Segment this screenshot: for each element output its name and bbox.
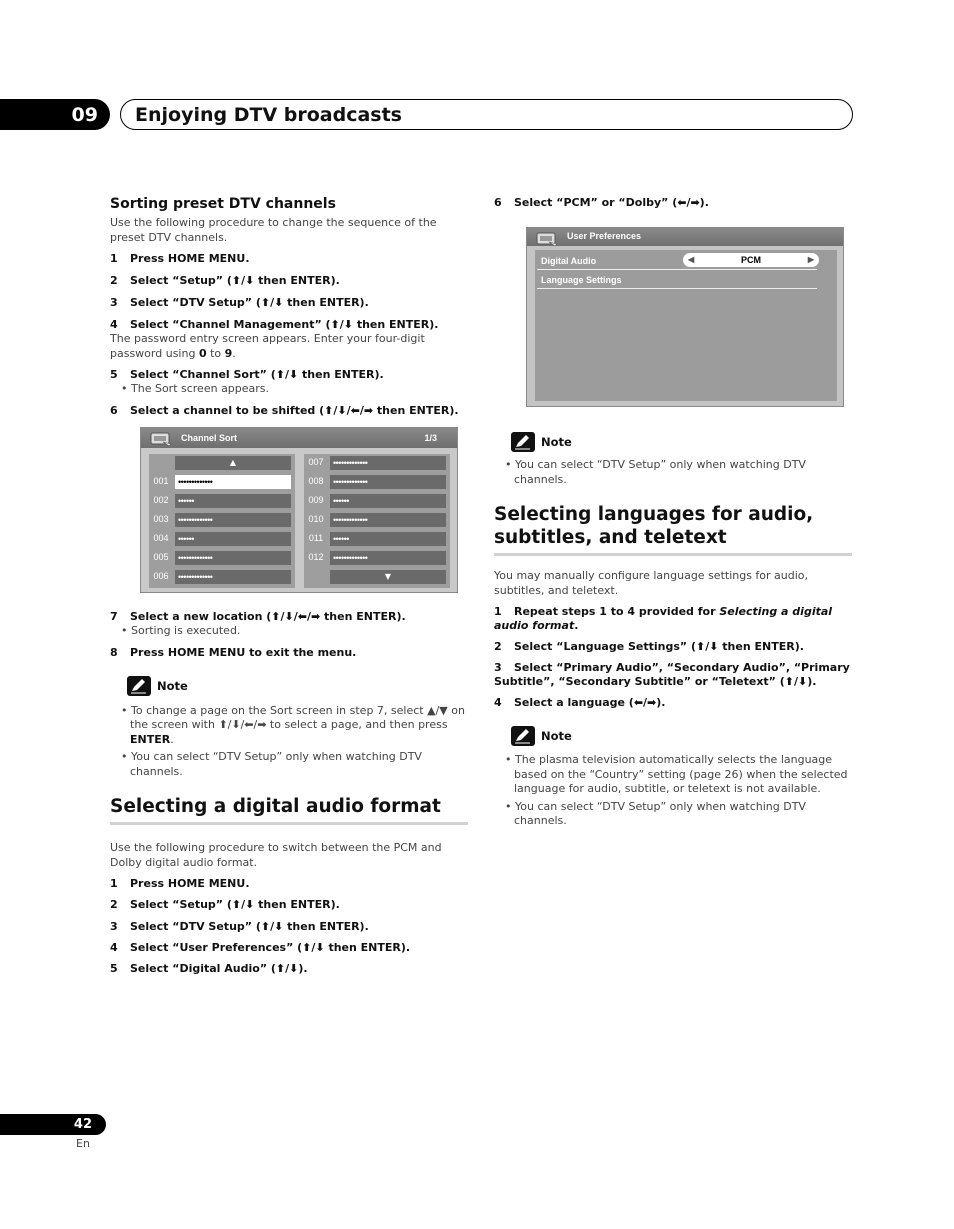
left-column-lower — [110, 610, 468, 976]
user-preferences-panel — [535, 250, 837, 401]
sort-heading: Sorting preset DTV channels — [110, 196, 336, 212]
right-column — [494, 196, 852, 210]
channel-row[interactable]: 012 ••••••••••••• — [304, 551, 450, 565]
sort-step-8: 8 Press HOME MENU to exit the menu. — [110, 645, 357, 659]
channel-row[interactable]: 002 •••••• — [149, 494, 295, 508]
chapter-title: Enjoying DTV broadcasts — [120, 99, 853, 130]
audio-note: • You can select “DTV Setup” only when watching DTV channels. — [494, 458, 852, 487]
lang-step-2: 2 Select “Language Settings” (⬆/⬇ then ENTER). — [494, 640, 804, 653]
audio-note-header: Note — [511, 432, 852, 452]
sort-step-6: 6 Select a channel to be shifted (⬆/⬇/⬅/➡ then ENTER). — [110, 403, 459, 417]
channel-sort-screen — [140, 427, 458, 593]
sort-step-2: 2 Select “Setup” (⬆/⬇ then ENTER). — [110, 274, 340, 287]
page-language: En — [76, 1137, 90, 1150]
lang-step-1: 1 Repeat steps 1 to 4 provided for Selecting a digital audio format. — [494, 605, 833, 632]
audio-step-6: 6 Select “PCM” or “Dolby” (⬅/➡). — [494, 196, 709, 209]
left-column — [110, 196, 468, 418]
channel-row[interactable]: 008 ••••••••••••• — [304, 475, 450, 489]
channel-sort-page: 1/3 — [424, 433, 437, 443]
sort-step-1: 1 Press HOME MENU. — [110, 252, 250, 265]
sort-step-5: 5 Select “Channel Sort” (⬆/⬇ then ENTER). — [110, 368, 384, 381]
channel-row[interactable]: 010 ••••••••••••• — [304, 513, 450, 527]
channel-row[interactable]: 007 ••••••••••••• — [304, 456, 450, 470]
lang-heading: Selecting languages for audio, subtitles, and teletext — [494, 503, 852, 556]
lang-intro: You may manually configure language settings for audio, subtitles, and teletext. — [494, 569, 809, 597]
note-pencil-icon — [511, 726, 535, 746]
sort-note-1: • To change a page on the Sort screen in step 7, select ▲/▼ on the screen with ⬆/⬇/⬅/➡ to select a page, and then press ENTER. — [110, 704, 468, 748]
channel-list-left — [149, 454, 295, 588]
right-arrow-icon[interactable]: ▶ — [807, 255, 814, 264]
sort-note-header: Note — [127, 676, 468, 696]
audio-step-4: 4 Select “User Preferences” (⬆/⬇ then ENTER). — [110, 941, 411, 954]
sort-step-4-note: The password entry screen appears. Enter your four-digit password using 0 to 9. — [110, 332, 425, 360]
note-pencil-icon — [511, 432, 535, 452]
sort-step-5-bullet: • The Sort screen appears. — [110, 382, 468, 397]
channel-row[interactable]: 009 •••••• — [304, 494, 450, 508]
sort-intro: Use the following procedure to change the sequence of the preset DTV channels. — [110, 216, 437, 244]
audio-step-3: 3 Select “DTV Setup” (⬆/⬇ then ENTER). — [110, 920, 369, 933]
lang-step-4: 4 Select a language (⬅/➡). — [494, 696, 666, 709]
channel-row[interactable]: 011 •••••• — [304, 532, 450, 546]
sort-step-3: 3 Select “DTV Setup” (⬆/⬇ then ENTER). — [110, 296, 369, 309]
tv-menu-icon — [149, 430, 173, 448]
user-preferences-title: User Preferences — [567, 231, 642, 241]
note-pencil-icon — [127, 676, 151, 696]
user-preferences-titlebar — [527, 228, 843, 246]
right-column-lower — [494, 432, 852, 829]
sort-step-7-bullet: • Sorting is executed. — [110, 624, 468, 639]
user-preferences-screen — [526, 227, 844, 407]
lang-note-2: • You can select “DTV Setup” only when watching DTV channels. — [494, 800, 852, 829]
sort-step-7: 7 Select a new location (⬆/⬇/⬅/➡ then ENTER). — [110, 610, 406, 623]
channel-row[interactable]: 004 •••••• — [149, 532, 295, 546]
audio-step-2: 2 Select “Setup” (⬆/⬇ then ENTER). — [110, 898, 340, 911]
channel-row[interactable]: 006 ••••••••••••• — [149, 570, 295, 584]
channel-list-right — [304, 454, 450, 588]
sort-note-2: • You can select “DTV Setup” only when watching DTV channels. — [110, 750, 468, 779]
channel-row[interactable]: 001 ••••••••••••• — [149, 475, 295, 489]
left-arrow-icon[interactable]: ◀ — [688, 255, 695, 264]
audio-heading: Selecting a digital audio format — [110, 795, 468, 825]
lang-step-3: 3 Select “Primary Audio”, “Secondary Audio”, “Primary Subtitle”, “Secondary Subtitle” or “Teletext” (⬆/⬇). — [494, 661, 850, 688]
audio-step-5: 5 Select “Digital Audio” (⬆/⬇). — [110, 962, 308, 975]
audio-step-1: 1 Press HOME MENU. — [110, 877, 250, 890]
page-down-arrow[interactable]: ▼ — [330, 570, 446, 584]
language-settings-row[interactable]: Language Settings — [537, 271, 817, 289]
page-up-arrow[interactable]: ▲ — [175, 456, 291, 470]
channel-row[interactable]: 005 ••••••••••••• — [149, 551, 295, 565]
tv-menu-icon — [535, 230, 559, 248]
channel-sort-titlebar — [141, 428, 457, 448]
audio-intro: Use the following procedure to switch between the PCM and Dolby digital audio format. — [110, 841, 442, 869]
digital-audio-row[interactable]: Digital Audio ◀ PCM ▶ — [537, 252, 817, 270]
lang-note-1: • The plasma television automatically selects the language based on the “Country” setting (page 26) when the selected language for audio, subtitle, or teletext is not available. — [494, 753, 852, 797]
chapter-number: 09 — [0, 99, 110, 130]
lang-note-header: Note — [511, 726, 852, 746]
page-number: 42 — [0, 1114, 106, 1135]
digital-audio-selector[interactable]: ◀ PCM ▶ — [683, 253, 819, 267]
channel-row[interactable]: 003 ••••••••••••• — [149, 513, 295, 527]
channel-sort-title: Channel Sort — [181, 433, 238, 443]
sort-step-4: 4 Select “Channel Management” (⬆/⬇ then ENTER). — [110, 318, 439, 331]
